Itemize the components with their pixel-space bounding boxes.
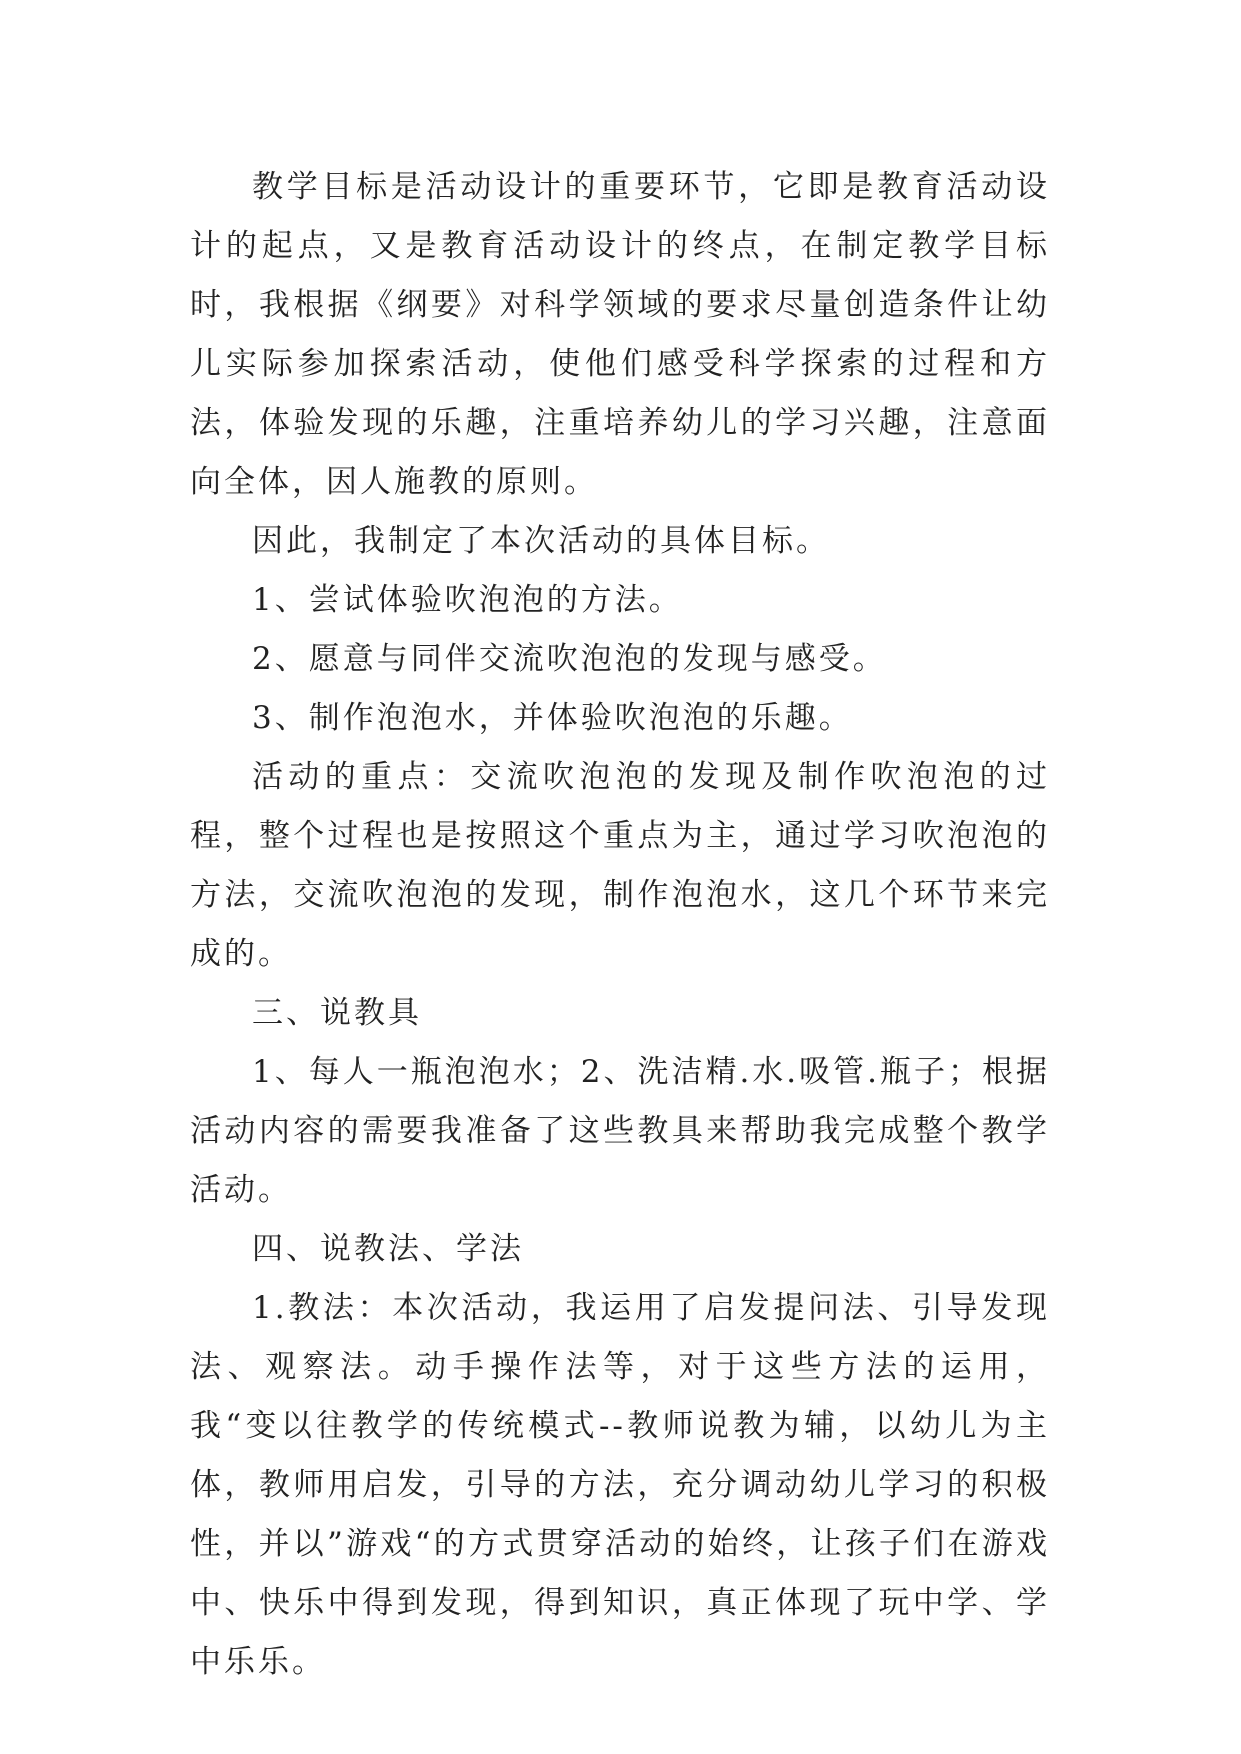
section-heading-methods: 四、说教法、学法 — [252, 1231, 524, 1267]
objective-item-2: 2、愿意与同伴交流吹泡泡的发现与感受。 — [252, 641, 887, 677]
paragraph-teaching-goals: 教学目标是活动设计的重要环节，它即是教育活动设计的起点，又是教育活动设计的终点，在制定教学目标时，我根据《纲要》对科学领域的要求尽量创造条件让幼儿实际参加探索活动，使他们感受科学探索的过程和方法，体验发现的乐趣，注重培养幼儿的学习兴趣，注意面向全体，因人施教的原则。 — [190, 169, 1050, 500]
document-body — [190, 158, 1050, 1692]
objective-item-3: 3、制作泡泡水，并体验吹泡泡的乐趣。 — [252, 700, 853, 736]
objective-item-1: 1、尝试体验吹泡泡的方法。 — [252, 582, 683, 618]
paragraph-teaching-methods: 1.教法：本次活动，我运用了启发提问法、引导发现法、观察法。动手操作法等，对于这些方法的运用，我“变以往教学的传统模式--教师说教为辅，以幼儿为主体，教师用启发，引导的方法，充分调动幼儿学习的积极性，并以”游戏“的方式贯穿活动的始终，让孩子们在游戏中、快乐中得到发现，得到知识，真正体现了玩中学、学中乐乐。 — [190, 1290, 1050, 1680]
paragraph-objectives-intro: 因此，我制定了本次活动的具体目标。 — [252, 523, 830, 559]
section-heading-teaching-aids: 三、说教具 — [252, 995, 422, 1031]
paragraph-teaching-aids: 1、每人一瓶泡泡水；2、洗洁精.水.吸管.瓶子；根据活动内容的需要我准备了这些教具来帮助我完成整个教学活动。 — [190, 1054, 1051, 1208]
paragraph-key-points: 活动的重点：交流吹泡泡的发现及制作吹泡泡的过程，整个过程也是按照这个重点为主，通过学习吹泡泡的方法，交流吹泡泡的发现，制作泡泡水，这几个环节来完成的。 — [190, 759, 1050, 972]
